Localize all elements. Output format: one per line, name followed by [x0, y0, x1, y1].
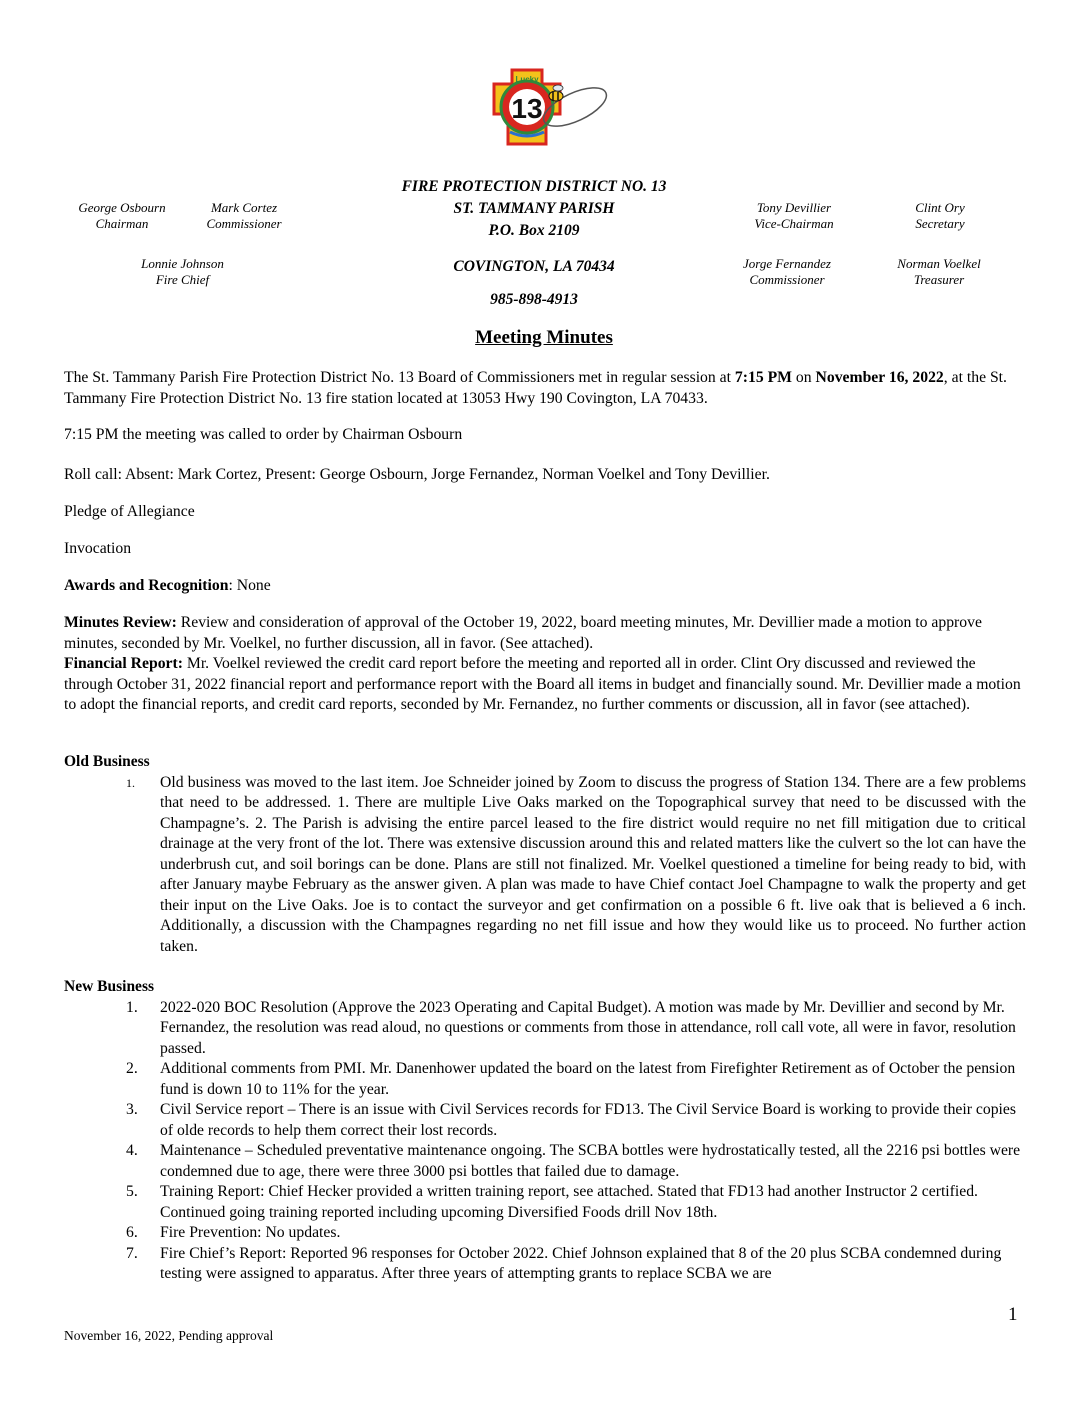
header-right-person-1 — [734, 200, 854, 232]
list-number: 6. — [126, 1224, 138, 1241]
list-number: 3. — [126, 1101, 138, 1118]
person-name: Lonnie Johnson — [141, 256, 224, 271]
financial-report-text: Mr. Voelkel reviewed the credit card report before the meeting and reported all in order. Clint Ory discussed and reviewed the through October 31, 2022 financial report and performance report with the Board all items in budget and financially sound. Mr. Devillier made a motion to adopt the financial reports, and credit card reports, seconded by Mr. Fernandez, no further comments or discussion, all in favor (see attached). — [64, 655, 1021, 713]
header-right-person-2 — [880, 200, 1000, 232]
list-number: 1. — [126, 775, 135, 790]
person-title: Vice-Chairman — [754, 216, 834, 231]
list-number: 1. — [126, 998, 138, 1016]
list-text: Fire Chief’s Report: Reported 96 responses for October 2022. Chief Johnson explained that 8 of the 20 plus SCBA condemned during testing were assigned to apparatus. After three years of attempting grants to replace SCBA we are — [160, 1244, 1002, 1282]
intro-text-a: The St. Tammany Parish Fire Protection District No. 13 Board of Commissioners met in regular session at — [64, 369, 735, 386]
header-right-person-3 — [726, 256, 848, 288]
header-left-person-3 — [120, 256, 245, 288]
list-item — [64, 1059, 1026, 1100]
list-item — [64, 773, 1026, 958]
list-text: Maintenance – Scheduled preventative maintenance ongoing. The SCBA bottles were hydrostatically tested, all the 2216 psi bottles were condemned due to age, there were three 3000 psi bottles that failed due to damage. — [160, 1142, 1021, 1180]
person-name: George Osbourn — [78, 200, 166, 215]
header-left-person-2 — [185, 200, 303, 232]
invocation: Invocation — [64, 540, 132, 557]
person-title: Fire Chief — [155, 272, 210, 287]
list-text: Additional comments from PMI. Mr. Danenhower updated the board on the latest from Firefighter Retirement as of October the pension fund is down 10 to 11% for the year. — [160, 1060, 1016, 1098]
list-text: Old business was moved to the last item. Joe Schneider joined by Zoom to discuss the progress of Station 134. There are a few problems that need to be addressed. 1. There are multiple Live Oaks marked on the Topographical survey that need to be discussed with the Champagne’s. 2. The Parish is advising the entire parcel leased to the fire district would require no net fill mitigation due to critical drainage at the very front of the lot. There was extensive discussion around this and related matters like the culvert so the lot can have the underbrush cut, and soil borings can be done. Plans are still not finalized. Mr. Voelkel questioned a timeline for being ready to bid, with after January maybe February as the answer given. A plan was made to have Chief contact Joel Champagne to walk the property and get their input on the Live Oaks. Joe is to contact the surveyor and get confirmation on a possible 6 ft. live oak that is believed a 6 inch. Additionally, a discussion with the Champagnes regarding no net fill issue and how they would like us to proceed. No further action taken. — [160, 773, 1026, 955]
call-to-order: 7:15 PM the meeting was called to order by Chairman Osbourn — [64, 426, 463, 443]
minutes-review-label: Minutes Review: — [64, 614, 177, 631]
list-number: 2. — [126, 1060, 138, 1077]
list-number: 5. — [126, 1183, 138, 1200]
minutes-review — [64, 613, 1026, 654]
person-title: Treasurer — [913, 272, 965, 287]
list-text: 2022-020 BOC Resolution (Approve the 2023 Operating and Capital Budget). A motion was made by Mr. Devillier and second by Mr. Fernandez, the resolution was read aloud, no questions or comments from those in attendance, roll call vote, all were in favor, resolution passed. — [160, 998, 1016, 1057]
person-title: Commissioner — [749, 272, 825, 287]
list-text: Fire Prevention: No updates. — [160, 1224, 341, 1241]
meeting-time: 7:15 PM — [734, 369, 792, 386]
minutes-review-text: Review and consideration of approval of the October 19, 2022, board meeting minutes, Mr. Devillier made a motion to approve minutes, seconded by Mr. Voelkel, no further discussion, all in favor. (See attached). — [64, 614, 982, 652]
list-item — [64, 1100, 1026, 1141]
phone-number: 985-898-4913 — [490, 291, 578, 308]
intro-paragraph — [64, 368, 1026, 409]
new-business-heading: New Business — [64, 978, 155, 995]
footer-text: November 16, 2022, Pending approval — [64, 1328, 274, 1343]
financial-report-label: Financial Report: — [64, 655, 183, 672]
list-item — [64, 1223, 1026, 1244]
old-business-section — [64, 752, 1026, 957]
parish-name: ST. TAMMANY PARISH — [453, 200, 615, 217]
header-left-person-1 — [62, 200, 182, 232]
roll-call: Roll call: Absent: Mark Cortez, Present: George Osbourn, Jorge Fernandez, Norman Voelkel and Tony Devillier. — [64, 466, 770, 483]
logo-number: 13 — [511, 93, 543, 124]
po-box: P.O. Box 2109 — [488, 222, 580, 239]
person-name: Jorge Fernandez — [743, 256, 831, 271]
intro-text-b: on — [792, 369, 816, 386]
awards-text: : None — [228, 577, 271, 594]
list-text: Training Report: Chief Hecker provided a written training report, see attached. Stated that FD13 had another Instructor 2 certified. Continued going training reported including upcoming Diversified Foods drill Nov 18th. — [160, 1183, 978, 1221]
logo-ring-text: Lucky — [515, 75, 539, 84]
district-name: FIRE PROTECTION DISTRICT NO. 13 — [401, 178, 667, 195]
person-name: Norman Voelkel — [897, 256, 981, 271]
header-right-person-4 — [878, 256, 1000, 288]
awards-recognition — [64, 576, 1026, 597]
list-text: Civil Service report – There is an issue with Civil Services records for FD13. The Civil Service Board is working to provide their copies of olde records to help them correct their lost records. — [160, 1101, 1016, 1139]
list-item — [64, 998, 1026, 1060]
person-name: Tony Devillier — [756, 200, 832, 215]
person-title: Secretary — [915, 216, 965, 231]
awards-label: Awards and Recognition — [64, 577, 229, 594]
old-business-heading: Old Business — [64, 753, 150, 770]
list-item — [64, 1244, 1026, 1285]
person-title: Commissioner — [206, 216, 282, 231]
financial-report — [64, 654, 1026, 716]
list-number: 4. — [126, 1142, 138, 1159]
city-state: COVINGTON, LA 70434 — [453, 258, 615, 275]
person-name: Mark Cortez — [210, 200, 278, 215]
meeting-date: November 16, 2022 — [815, 369, 944, 386]
district-logo — [470, 62, 620, 162]
list-item — [64, 1141, 1026, 1182]
person-name: Clint Ory — [915, 200, 965, 215]
intro-text-c: , at the St. Tammany Fire Protection District No. 13 fire station located at 13053 Hwy 190 Covington, LA 70433. — [64, 369, 1007, 407]
pledge: Pledge of Allegiance — [64, 503, 195, 520]
list-item — [64, 1182, 1026, 1223]
page-number: 1 — [1008, 1304, 1018, 1325]
page-title: Meeting Minutes — [475, 327, 613, 348]
new-business-section — [64, 977, 1026, 1285]
list-number: 7. — [126, 1244, 138, 1262]
fire-badge-icon — [470, 62, 620, 162]
person-title: Chairman — [95, 216, 149, 231]
